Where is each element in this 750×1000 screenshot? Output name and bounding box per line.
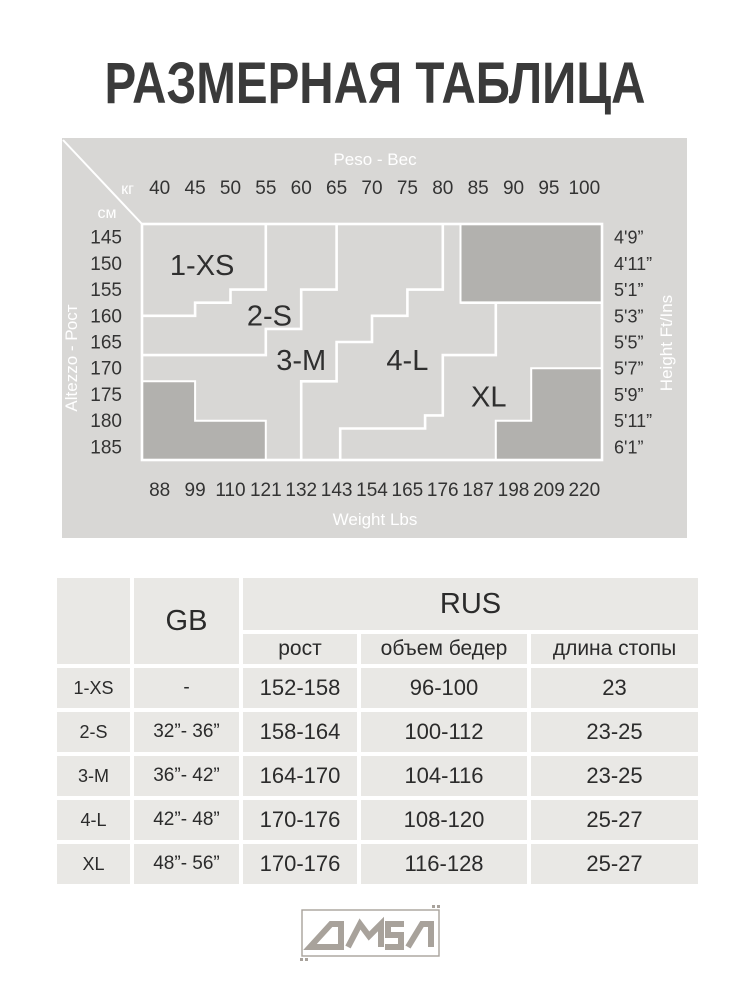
hips-value: 116-128 [361,844,527,884]
svg-text:Altezzo - Рост: Altezzo - Рост [62,304,81,412]
size-table [57,578,699,884]
svg-text:175: 175 [90,384,122,406]
foot-value: 23 [531,668,698,708]
svg-text:85: 85 [467,178,489,199]
table-header-hips: объем бедер [361,634,527,664]
svg-text:45: 45 [184,178,206,199]
height-value: 170-176 [243,844,357,884]
svg-text:132: 132 [285,480,318,501]
foot-value: 25-27 [531,800,698,840]
svg-text:4-L: 4-L [386,344,429,377]
table-header-rus: RUS [243,578,698,630]
size-label: 2-S [57,712,130,752]
svg-text:6'1”: 6'1” [614,437,644,458]
svg-text:187: 187 [462,480,495,501]
svg-text:5'9”: 5'9” [614,384,644,405]
svg-text:4'9”: 4'9” [614,227,644,248]
svg-text:143: 143 [320,480,353,501]
hips-value: 100-112 [361,712,527,752]
table-row [57,756,699,796]
svg-text:кг: кг [121,181,134,198]
svg-text:55: 55 [255,178,277,199]
svg-text:5'3”: 5'3” [614,306,644,327]
svg-text:XL: XL [471,381,507,414]
svg-text:Peso - Вес: Peso - Вес [333,150,417,169]
svg-text:Height Ft/Ins: Height Ft/Ins [657,294,676,392]
gb-value: 42”- 48” [134,800,239,840]
svg-text:3-M: 3-M [276,344,327,377]
svg-text:88: 88 [149,480,171,501]
gb-value: 32”- 36” [134,712,239,752]
gb-value: 36”- 42” [134,756,239,796]
table-header-height: рост [243,634,357,664]
svg-text:40: 40 [149,178,171,199]
size-map-panel [62,138,687,538]
table-row [57,668,699,708]
height-value: 158-164 [243,712,357,752]
svg-text:70: 70 [361,178,383,199]
svg-text:154: 154 [356,480,388,501]
table-header-foot: длина стопы [531,634,698,664]
svg-text:65: 65 [326,178,348,199]
table-header-gb: GB [134,578,239,664]
svg-text:110: 110 [215,480,246,501]
gb-value: - [134,668,239,708]
size-label: 1-XS [57,668,130,708]
table-row [57,712,699,752]
svg-text:2-S: 2-S [246,300,292,333]
svg-text:165: 165 [90,332,122,354]
svg-text:165: 165 [391,480,424,501]
svg-text:209: 209 [533,480,565,501]
svg-text:75: 75 [396,178,418,199]
hips-value: 96-100 [361,668,527,708]
svg-text:185: 185 [90,437,122,459]
omsa-logo [298,903,443,963]
foot-value: 23-25 [531,712,698,752]
svg-text:1-XS: 1-XS [169,249,235,282]
height-value: 164-170 [243,756,357,796]
svg-text:Weight Lbs: Weight Lbs [332,510,418,529]
page-title: РАЗМЕРНАЯ ТАБЛИЦА [104,51,646,116]
size-label: XL [57,844,130,884]
svg-text:180: 180 [90,411,122,433]
svg-text:121: 121 [249,480,282,501]
height-value: 152-158 [243,668,357,708]
size-label: 4-L [57,800,130,840]
hips-value: 104-116 [361,756,527,796]
svg-text:220: 220 [568,480,601,501]
svg-text:170: 170 [90,358,122,380]
svg-text:4'11”: 4'11” [614,253,653,274]
svg-text:см: см [97,205,117,222]
size-map-svg [62,138,687,538]
svg-text:5'5”: 5'5” [614,332,644,353]
svg-text:176: 176 [426,480,459,501]
table-row [57,800,699,840]
svg-text:80: 80 [432,178,454,199]
foot-value: 23-25 [531,756,698,796]
size-table-header [57,578,699,664]
svg-text:145: 145 [90,227,122,249]
svg-text:60: 60 [290,178,312,199]
svg-text:160: 160 [90,306,122,328]
svg-text:50: 50 [219,178,242,199]
svg-text:95: 95 [538,178,560,199]
table-corner-cell [57,578,130,664]
foot-value: 25-27 [531,844,698,884]
svg-text:155: 155 [90,280,122,302]
svg-text:5'7”: 5'7” [614,358,644,379]
hips-value: 108-120 [361,800,527,840]
svg-text:5'1”: 5'1” [614,280,644,301]
svg-text:99: 99 [184,480,206,501]
svg-text:5'11”: 5'11” [614,411,653,432]
gb-value: 48”- 56” [134,844,239,884]
svg-text:198: 198 [497,480,530,501]
svg-text:100: 100 [568,178,601,199]
size-label: 3-M [57,756,130,796]
svg-text:150: 150 [90,253,122,275]
omsa-logo-svg [298,903,443,963]
svg-text:90: 90 [502,178,525,199]
height-value: 170-176 [243,800,357,840]
table-row [57,844,699,884]
